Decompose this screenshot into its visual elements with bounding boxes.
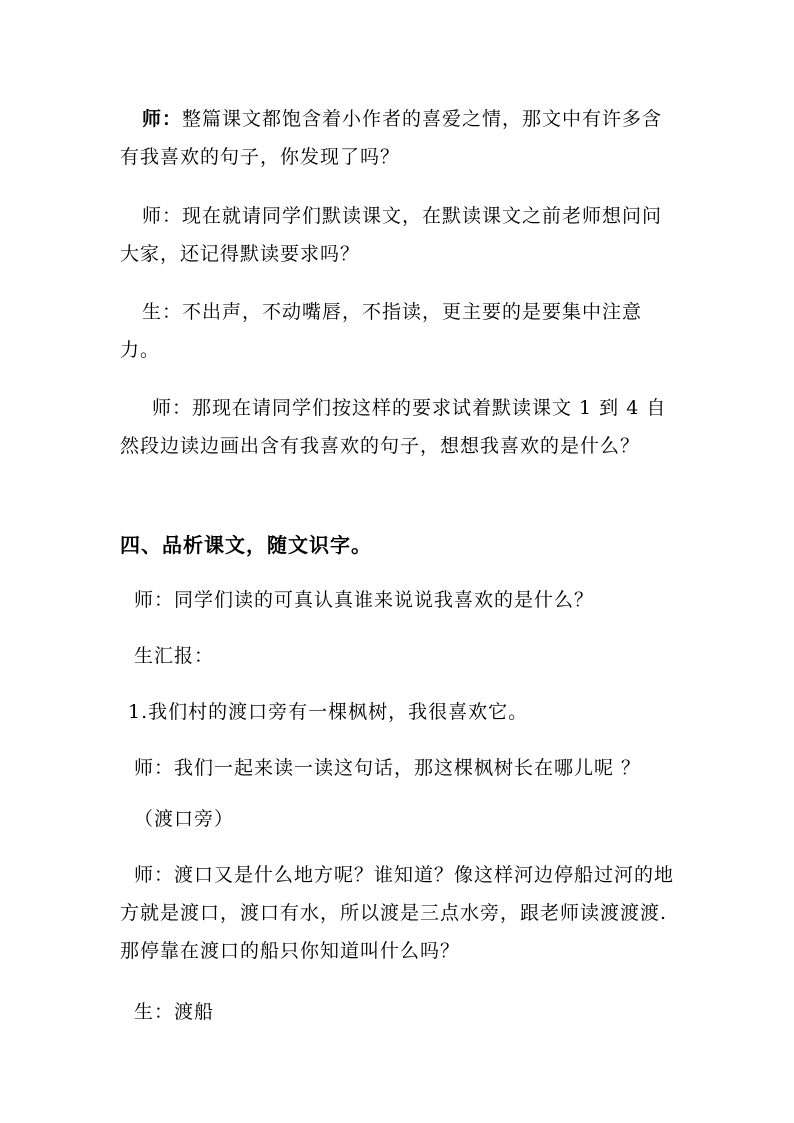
paragraph-text: 渡口又是什么地方呢？谁知道？像这样河边停船过河的地方就是渡口，渡口有水，所以渡是三点水旁，跟老师读渡渡渡. 那停靠在渡口的船只你知道叫什么吗？ [120,864,675,962]
section-heading: 四、品析课文，随文识字。 [120,533,372,557]
paragraph-text: 那现在请同学们按这样的要求试着默读课文 1 到 4 自然段边读边画出含有我喜欢的句子，想想我喜欢的是什么？ [120,397,667,457]
paragraph-teacher-2 [120,197,680,273]
paragraph-text: 渡船 [174,1001,215,1023]
paragraph-student-2 [120,993,680,1031]
paragraph-text: 现在就请同学们默读课文，在默读课文之前老师想问问大家，还记得默读要求吗？ [120,205,663,265]
paragraph-numbered-1: 1.我们村的渡口旁有一棵枫树，我很喜欢它。 [128,701,529,723]
speaker-label: 生： [134,1001,175,1023]
speaker-label: 师： [152,397,193,419]
speaker-label: 师： [134,864,175,886]
paragraph-teacher-5 [120,749,680,787]
speaker-label: 师： [142,108,183,130]
speaker-label: 师： [134,757,175,779]
paragraph-text: 整篇课文都饱含着小作者的喜爱之情，那文中有许多含有我喜欢的句子，你发现了吗？ [120,108,663,168]
paragraph-teacher-3 [120,389,680,465]
speaker-label: 师： [142,205,183,227]
paragraph-answer: （渡口旁） [134,808,235,830]
paragraph-text: 同学们读的可真认真谁来说说我喜欢的是什么？ [174,589,595,611]
paragraph-text: 不出声，不动嘴唇，不指读，更主要的是要集中注意力。 [120,301,643,361]
paragraph-student-1 [120,293,680,369]
paragraph-teacher-4 [120,581,680,619]
speaker-label: 生： [142,301,183,323]
paragraph-teacher-1 [120,100,680,176]
paragraph-text: 我们一起来读一读这句话，那这棵枫树长在哪儿呢 ？ [174,757,642,779]
paragraph-student-report: 生汇报： [134,645,215,667]
speaker-label: 师： [134,589,175,611]
paragraph-teacher-6 [120,856,680,970]
